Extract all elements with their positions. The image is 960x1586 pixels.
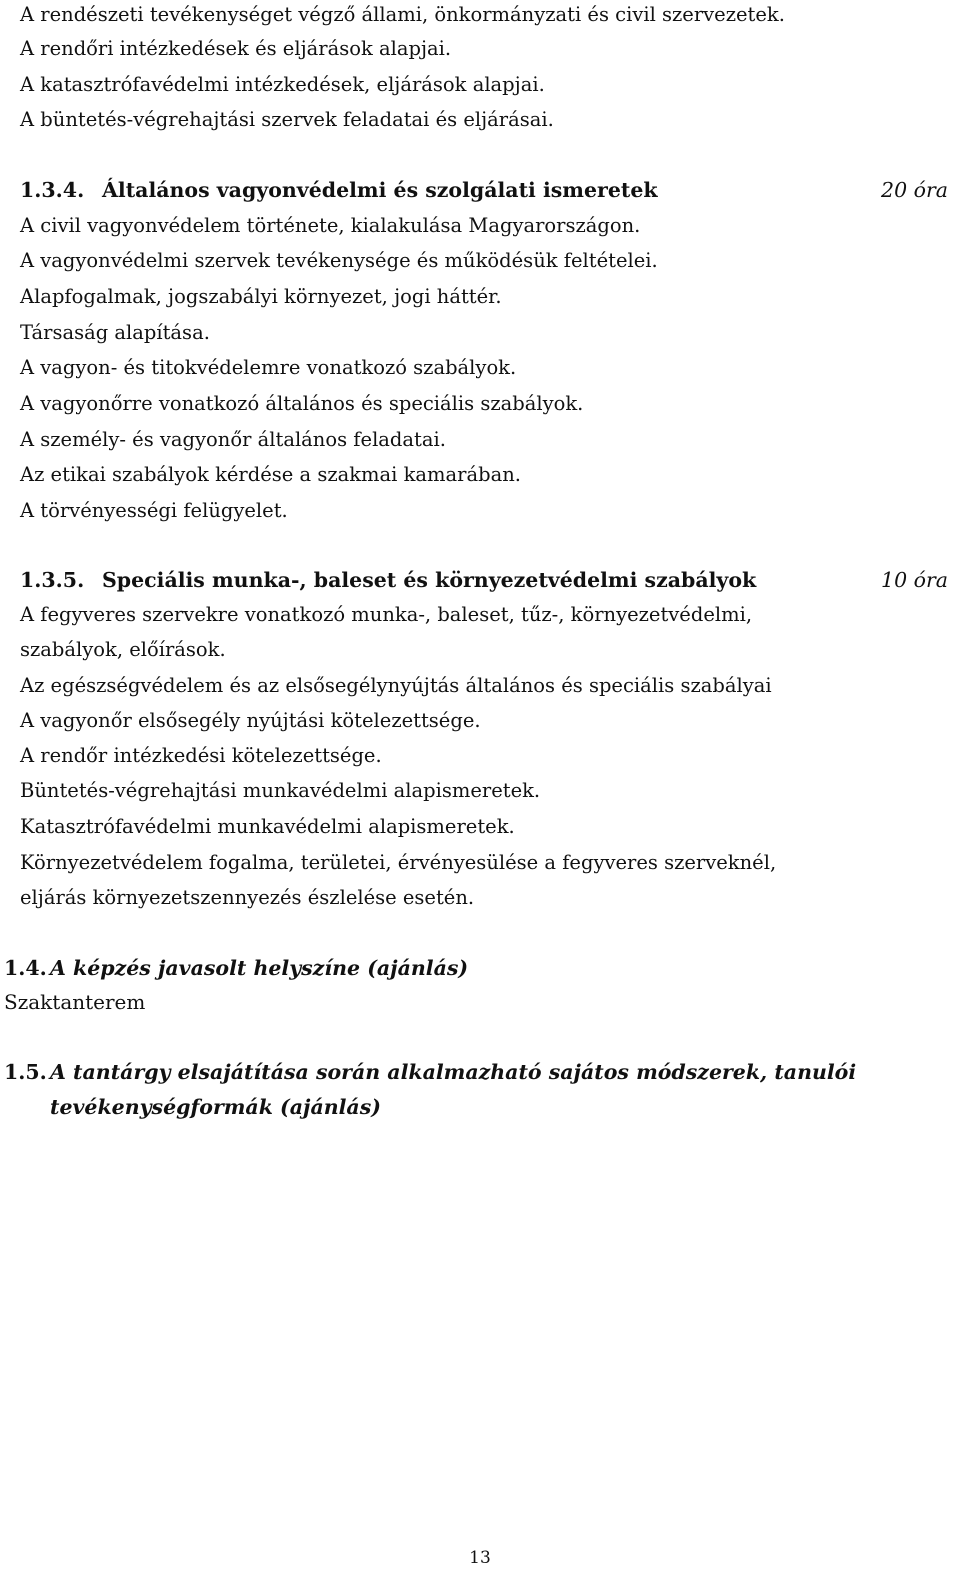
intro-line: A rendőri intézkedések és eljárások alapjai.	[20, 37, 452, 60]
section-title: A képzés javasolt helyszíne (ajánlás)	[50, 956, 469, 980]
section-line: A fegyveres szervekre vonatkozó munka-, baleset, tűz-, környezetvédelmi,	[20, 603, 753, 626]
section-line: A rendőr intézkedési kötelezettsége.	[20, 744, 382, 767]
section-title: Speciális munka-, baleset és környezetvédelmi szabályok	[102, 568, 757, 592]
section-line: A vagyonőrre vonatkozó általános és speciális szabályok.	[20, 392, 584, 415]
section-line: Környezetvédelem fogalma, területei, érvényesülése a fegyveres szerveknél,	[20, 851, 777, 874]
section-line: Az egészségvédelem és az elsősegélynyújtás általános és speciális szabályai	[20, 674, 772, 697]
section-line: eljárás környezetszennyezés észlelése esetén.	[20, 886, 475, 909]
section-title: A tantárgy elsajátítása során alkalmazható sajátos módszerek, tanulói	[50, 1060, 857, 1084]
section-line: Katasztrófavédelmi munkavédelmi alapismeretek.	[20, 815, 515, 838]
section-line: Társaság alapítása.	[20, 321, 210, 344]
section-title: Általános vagyonvédelmi és szolgálati ismeretek	[102, 178, 658, 202]
section-body: Szaktanterem	[4, 990, 146, 1014]
section-number: 1.4.	[4, 956, 47, 980]
intro-line: A büntetés-végrehajtási szervek feladatai és eljárásai.	[20, 108, 554, 131]
section-hours: 10 óra	[881, 568, 948, 592]
section-line: Az etikai szabályok kérdése a szakmai kamarában.	[20, 463, 521, 486]
section-title: tevékenységformák (ajánlás)	[50, 1095, 381, 1119]
section-number: 1.3.5.	[20, 568, 85, 592]
section-line: A személy- és vagyonőr általános feladatai.	[20, 428, 446, 451]
section-line: A törvényességi felügyelet.	[20, 499, 288, 522]
page-number: 13	[469, 1548, 491, 1568]
section-heading-1-3-5	[20, 566, 948, 594]
section-line: Alapfogalmak, jogszabályi környezet, jogi háttér.	[20, 285, 502, 308]
section-hours: 20 óra	[881, 178, 948, 202]
section-line: A vagyonőr elsősegély nyújtási kötelezettsége.	[20, 709, 481, 732]
section-heading-1-5-continued	[4, 1093, 381, 1121]
section-number: 1.5.	[4, 1060, 47, 1084]
section-line: A vagyonvédelmi szervek tevékenysége és működésük feltételei.	[20, 249, 658, 272]
section-number: 1.3.4.	[20, 178, 85, 202]
section-line: szabályok, előírások.	[20, 638, 226, 661]
section-line: A civil vagyonvédelem története, kialakulása Magyarországon.	[20, 214, 641, 237]
intro-line: A rendészeti tevékenységet végző állami, önkormányzati és civil szervezetek.	[20, 3, 785, 26]
section-heading-1-4	[4, 954, 468, 982]
section-line: A vagyon- és titokvédelemre vonatkozó szabályok.	[20, 356, 517, 379]
intro-line: A katasztrófavédelmi intézkedések, eljárások alapjai.	[20, 73, 545, 96]
section-line: Büntetés-végrehajtási munkavédelmi alapismeretek.	[20, 779, 541, 802]
section-heading-1-3-4	[20, 176, 948, 204]
section-heading-1-5	[4, 1058, 856, 1086]
